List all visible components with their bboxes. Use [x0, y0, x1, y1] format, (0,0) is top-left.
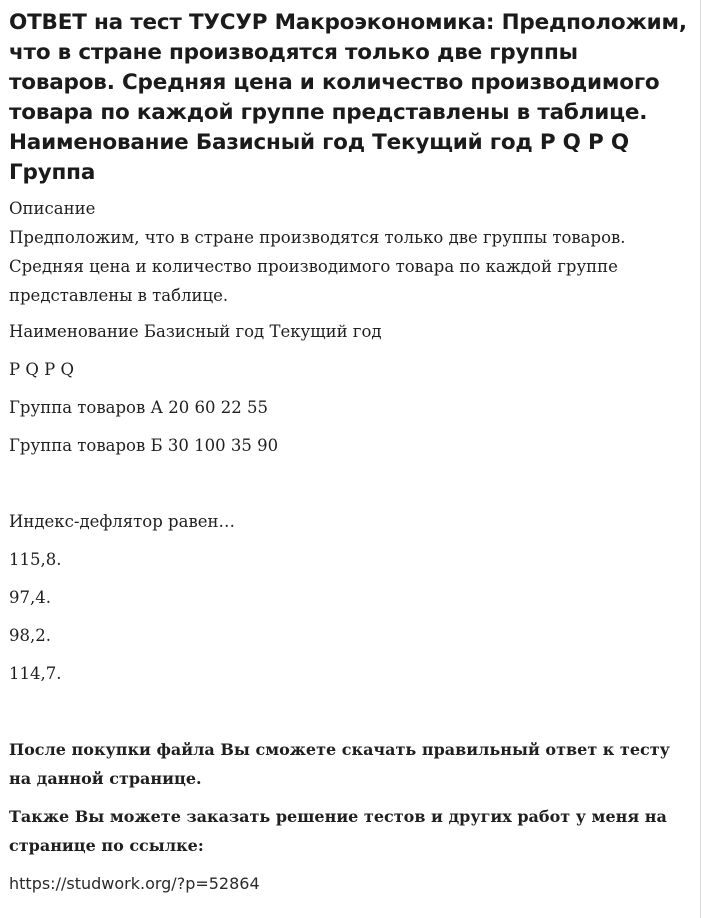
order-note: Также Вы можете заказать решение тестов и других работ у меня на странице по ссылке: [9, 807, 667, 855]
studwork-link[interactable]: https://studwork.org/?p=52864 [9, 874, 260, 893]
answer-option: 115,8. [9, 550, 62, 569]
table-header: Наименование Базисный год Текущий год [9, 322, 382, 341]
purchase-note: После покупки файла Вы сможете скачать правильный ответ к тесту на данной странице. [9, 740, 670, 788]
question-text: Индекс-дефлятор равен… [9, 512, 235, 531]
question-intro: Предположим, что в стране производятся только две группы товаров. Средняя цена и количество производимого товара по каждой группе представлены в таблице. [9, 228, 626, 305]
table-row: Группа товаров А 20 60 22 55 [9, 398, 268, 417]
spacer [9, 697, 690, 735]
description-label: Описание [9, 199, 96, 218]
spacer [9, 469, 690, 507]
page-title: ОТВЕТ на тест ТУСУР Макроэкономика: Предположим, что в стране производятся только две группы товаров. Средняя цена и количество производимого товара по каждой группе представлены в таблице. Наименование Базисный год Текущий год P Q P Q Группа [9, 10, 687, 185]
answer-option: 114,7. [9, 664, 62, 683]
answer-option: 98,2. [9, 626, 51, 645]
table-row: Группа товаров Б 30 100 35 90 [9, 436, 279, 455]
table-subheader: P Q P Q [9, 360, 74, 379]
answer-option: 97,4. [9, 588, 51, 607]
